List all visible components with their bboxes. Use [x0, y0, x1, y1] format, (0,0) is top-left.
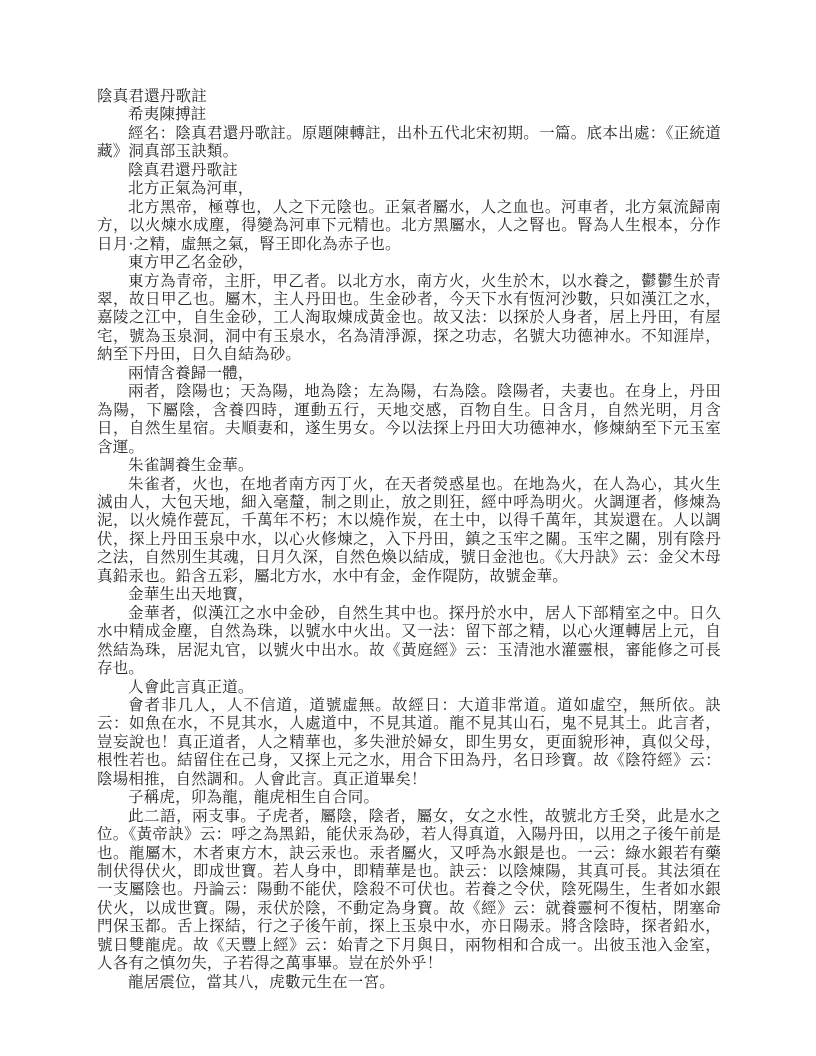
verse-line-5: 金華生出天地寶，	[128, 586, 254, 604]
verse-line-4: 朱雀調養生金華。	[128, 457, 254, 475]
verse-line-2: 東方甲乙名金砂，	[128, 254, 254, 272]
commentary-2: 東方為青帝，主肝，甲乙者。以北方水，南方火，火生於木，以水養之，鬱鬱生於青翠，故日甲乙也。屬木，主人丹田也。生金砂者，今天下水有恆河沙數，只如漢江之水，嘉陵之江中，自生金砂，工人淘取煉成黃金也。故又法：以探於人身者，居上丹田，有屋宅，號為玉泉洞，洞中有玉泉水，名為清淨源，探之功志，名號大功德神水。不知涯岸，納至下丹田，日久自結為砂。	[97, 272, 721, 364]
bibliographic-note: 經名：陰真君還丹歌註。原題陳轉註，出朴五代北宋初期。一篇。底本出處：《正統道藏》洞真部玉訣類。	[97, 124, 721, 161]
commentary-6: 會者非几人，人不信道，道號虛無。故經日：大道非常道。道如虛空，無所依。訣云：如魚在水，不見其水，人處道中，不見其道。龍不見其山石，鬼不見其土。此言者，豈妄說也！真正道者，人之精華也，多失泄於婦女，即生男女，更面貌形神，真似父母，根性若也。結留住在己身，又探上元之水，用合下田為丹，名日珍寶。故《陰符經》云：陰場相推，自然調和。人會此言。真正道畢矣！	[97, 696, 721, 788]
commentary-5: 金華者，似漢江之水中金砂，自然生其中也。探丹於水中，居人下部精室之中。日久水中精成金塵，自然為珠，以號水中火出。又一法：留下部之精，以心火運轉居上元，自然結為珠，居泥丸官，以號火中出水。故《黃庭經》云：玉清池水灌靈根，審能修之可長存也。	[97, 604, 721, 678]
verse-line-1: 北方正氣為河車，	[128, 180, 254, 198]
document-title: 陰真君還丹歌註	[97, 88, 207, 105]
attribution-line: 希夷陳搏註	[128, 106, 207, 124]
verse-line-7: 子稱虎，卯為龍，龍虎相生自合同。	[128, 789, 380, 807]
document-content	[97, 88, 721, 992]
commentary-4: 朱雀者，火也，在地者南方丙丁火，在天者熒惑星也。在地為火，在人為心，其火生滅由人，大包天地，細入毫釐，制之則止，放之則狂，經中呼為明火。火調運者，修煉為泥，以火燒作甍瓦，千萬年不朽；木以燒作炭，在土中，以得千萬年，其炭還在。人以調伏，探上丹田玉泉中水，以心火修煉之，入下丹田，鎮之玉牢之關。玉牢之關，別有陰丹之法，自然別生其魂，日月久深，自然色煥以結成，號日金池也。《大丹訣》云：金父木母真鉛汞也。鉛含五彩，屬北方水，水中有金，金作隄防，故號金華。	[97, 475, 721, 585]
verse-line-8: 龍居震位，當其八，虎數元生在一宮。	[128, 973, 395, 991]
verse-line-3: 兩情含養歸一體，	[128, 364, 254, 382]
commentary-3: 兩者，陰陽也；天為陽，地為陰；左為陽，右為陰。陰陽者，夫妻也。在身上，丹田為陽，下屬陰，含養四時，運動五行，天地交感，百物自生。日含月，自然光明，月含日，自然生星宿。夫順妻和，遂生男女。今以法探上丹田大功德神水，修煉納至下元玉室含運。	[97, 383, 721, 456]
commentary-7: 此二語，兩支事。子虎者，屬陰，陰者，屬女，女之水性，故號北方壬癸，此是水之位。《黃帝訣》云：呼之為黑鉛，能伏汞為砂，若人得真道，入陽丹田，以用之子後午前是也。龍屬木，木者東方木，訣云汞也。汞者屬火，又呼為水銀是也。一云：綠水銀若有藥制伏得伏火，即成世寶。若人身中，即精華是也。訣云：以陰煉陽，其真可長。其法須在一支屬陰也。丹論云：陽動不能伏，陰殺不可伏也。若養之令伏，陰死陽生，生者如水銀伏火，以成世寶。陽，汞伏於陰，不動定為身寶。故《經》云：就養靈柯不復枯，閉塞命門保玉都。舌上探結，行之子後午前，探上玉泉中水，亦日陽汞。將含陰時，探者鉛水，號日雙龍虎。故《天豐上經》云：始青之下月與日，兩物相和合成一。出彼玉池入金室，人各有之慎勿失，子若得之萬事畢。豈在於外乎！	[97, 807, 721, 973]
inner-title: 陰真君還丹歌註	[128, 161, 238, 179]
verse-line-6: 人會此言真正道。	[128, 678, 254, 696]
commentary-1: 北方黑帝，極尊也，人之下元陰也。正氣者屬水，人之血也。河車者，北方氣流歸南方，以火煉水成塵，得變為河車下元精也。北方黑屬水，人之腎也。腎為人生根本，分作日月·之精，虛無之氣，腎王即化為赤子也。	[97, 198, 721, 253]
